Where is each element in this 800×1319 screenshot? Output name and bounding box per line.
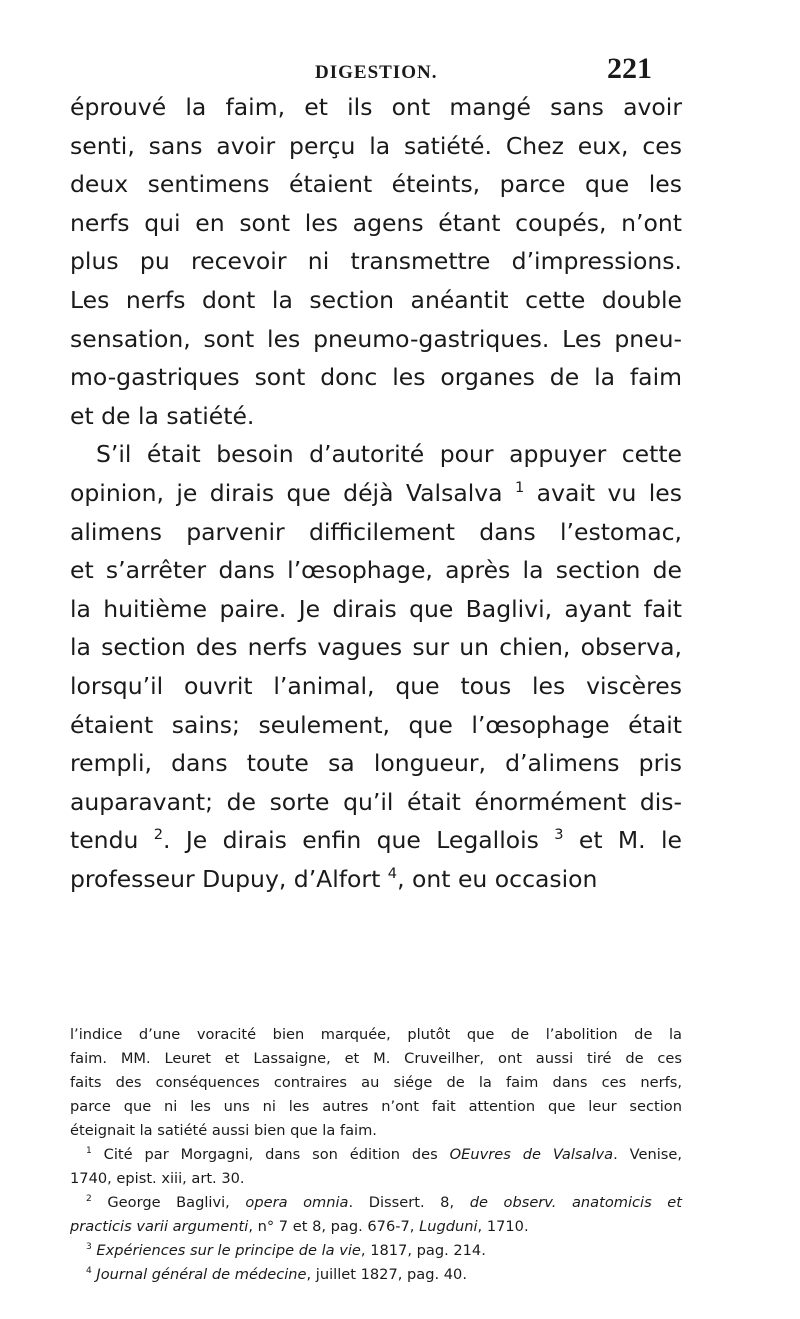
footnote-number: 3 (86, 1242, 92, 1253)
text-line: S’il était besoin d’autorité pour appuyer cette (96, 440, 682, 469)
footnote-1 (70, 1143, 682, 1167)
text-line: mo-gastriques sont donc les organes de la faim (70, 363, 682, 392)
text-line: éprouvé la faim, et ils ont mangé sans avoir (70, 93, 682, 121)
footnote-line: faim. MM. Leuret et Lassaigne, et M. Cruveilher, ont aussi tiré de ces (70, 1050, 682, 1067)
footnote-number: 1 (86, 1146, 92, 1157)
footnotes (70, 1023, 682, 1287)
footnote-2 (70, 1191, 682, 1215)
running-head (315, 52, 652, 92)
text-line: plus pu recevoir ni transmettre d’impressions. (70, 247, 682, 276)
text-segment: , ont eu occasion (397, 864, 598, 893)
footnote-line: l’indice d’une voracité bien marquée, plutôt que de l’abolition de la (70, 1026, 682, 1043)
text-line: et s’arrêter dans l’œsophage, après la section de (70, 556, 682, 585)
text-line: nerfs qui en sont les agens étant coupés, n’ont (70, 208, 682, 237)
footnote-title: Expériences sur le principe de la vie (96, 1242, 361, 1259)
text-line (70, 821, 682, 860)
footnote-text: , juillet 1827, pag. 40. (306, 1266, 467, 1283)
page-number: 221 (607, 52, 652, 85)
text-segment: avait vu les (536, 478, 682, 507)
footnote-4 (70, 1263, 682, 1287)
text-segment: tendu (70, 826, 139, 855)
text-line (70, 474, 682, 513)
text-segment: opinion, je dirais que déjà Valsalva (70, 478, 503, 507)
text-line: alimens parvenir difficilement dans l’estomac, (70, 517, 682, 546)
text-segment: professeur Dupuy, d’Alfort (70, 864, 381, 893)
footnote-title: de observ. anatomicis et (469, 1194, 682, 1211)
footnote-3 (70, 1239, 682, 1263)
footnote-title: Lugduni (419, 1218, 478, 1235)
footnote-text: George Baglivi, (107, 1194, 246, 1211)
footnote-text: . Dissert. 8, (348, 1194, 470, 1211)
footnote-title: practicis varii argumenti (70, 1218, 249, 1235)
text-line: la huitième paire. Je dirais que Baglivi, ayant fait (70, 594, 682, 623)
text-line: senti, sans avoir perçu la satiété. Chez eux, ces (70, 131, 682, 160)
footnote-line: faits des conséquences contraires au siége de la faim dans ces nerfs, (70, 1074, 682, 1091)
footnote-title: OEuvres de Valsalva (449, 1146, 614, 1163)
footnote-text: , 1817, pag. 214. (360, 1242, 486, 1259)
footnote-title: opera omnia (245, 1194, 349, 1211)
footnote-text: . Venise, (613, 1146, 682, 1163)
running-title: DIGESTION. (315, 62, 438, 83)
footnote-line (70, 1215, 682, 1239)
footnote-number: 2 (86, 1194, 92, 1205)
text-line: auparavant; de sorte qu’il était énormément dis- (70, 787, 682, 816)
footnote-ref: 2 (153, 826, 164, 844)
footnote-text: , n° 7 et 8, pag. 676-7, (248, 1218, 420, 1235)
footnote-text: , 1710. (477, 1218, 529, 1235)
footnote-number: 4 (86, 1266, 92, 1277)
footnote-ref: 3 (554, 826, 564, 844)
text-segment: . Je dirais enfin que Legallois (163, 826, 539, 855)
footnote-ref: 1 (514, 479, 525, 497)
text-line: la section des nerfs vagues sur un chien, observa, (70, 633, 682, 662)
footnote-ref: 4 (387, 865, 398, 883)
text-line: deux sentimens étaient éteints, parce que les (70, 170, 682, 199)
text-line: étaient sains; seulement, que l’œsophage était (70, 710, 682, 739)
footnote-line: 1740, epist. xiii, art. 30. (70, 1170, 245, 1187)
text-line (70, 860, 682, 899)
text-segment: et M. le (578, 826, 682, 855)
text-line: rempli, dans toute sa longueur, d’alimens pris (70, 749, 682, 778)
footnote-title: Journal général de médecine (96, 1266, 307, 1283)
text-line: et de la satiété. (70, 401, 255, 430)
footnote-text: Cité par Morgagni, dans son édition des (103, 1146, 450, 1163)
text-line: lorsqu’il ouvrit l’animal, que tous les viscères (70, 671, 682, 700)
footnote-line: parce que ni les uns ni les autres n’ont fait attention que leur section (70, 1098, 682, 1115)
text-line: Les nerfs dont la section anéantit cette double (70, 285, 682, 314)
main-text (70, 88, 682, 898)
footnote-line: éteignait la satiété aussi bien que la faim. (70, 1122, 377, 1139)
text-line: sensation, sont les pneumo-gastriques. Les pneu- (70, 324, 682, 353)
